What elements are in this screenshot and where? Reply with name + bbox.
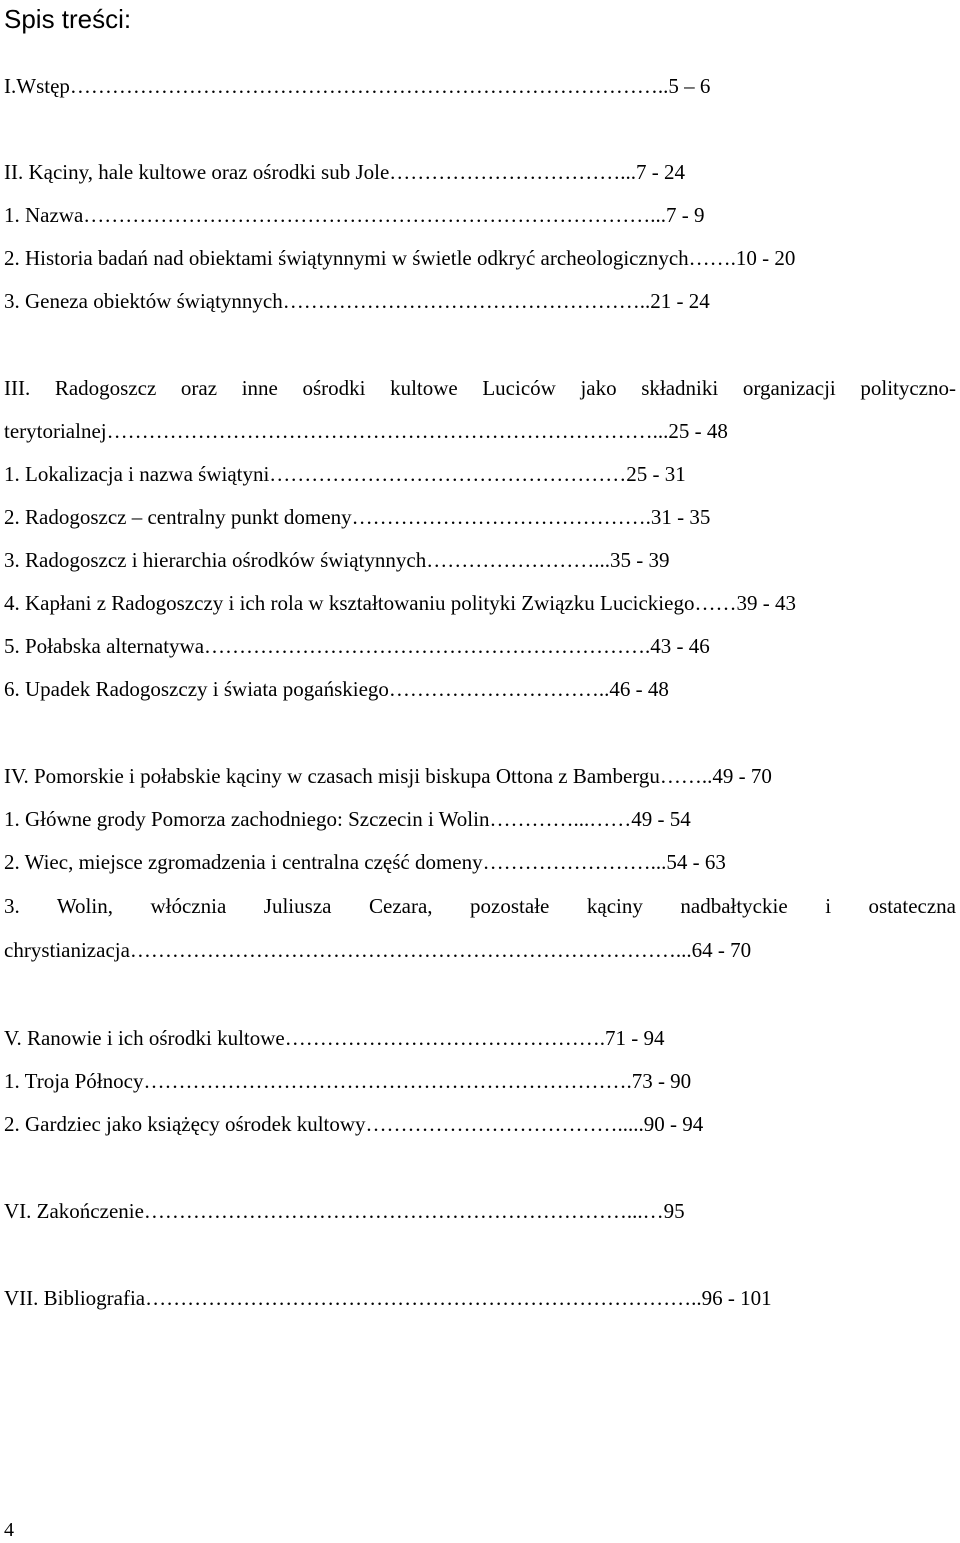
toc-entry-3-5: 5. Połabska alternatywa……………………………………………………….43 - 46	[4, 634, 710, 658]
toc-entry-3-2: 2. Radogoszcz – centralny punkt domeny…………………………………….31 - 35	[4, 505, 711, 529]
toc-entry-chapter-5: V. Ranowie i ich ośrodki kultowe……………………………………….71 - 94	[4, 1026, 665, 1050]
toc-entry-3-4: 4. Kapłani z Radogoszczy i ich rola w kształtowaniu polityki Związku Lucickiego……39 - 43	[4, 591, 796, 615]
toc-entry-2-1: 1. Nazwa………………………………………………………………………...7 - 9	[4, 203, 705, 227]
toc-entry-chapter-6: VI. Zakończenie……………………………………………………………...…95	[4, 1199, 685, 1223]
toc-heading: Spis treści:	[4, 4, 132, 34]
toc-entry-3-1: 1. Lokalizacja i nazwa świątyni……………………………………………25 - 31	[4, 462, 686, 486]
toc-entry-4-1: 1. Główne grody Pomorza zachodniego: Szczecin i Wolin…………...……49 - 54	[4, 807, 691, 831]
toc-entry-5-1: 1. Troja Północy…………………………………………………………….73 - 90	[4, 1069, 692, 1093]
toc-entry-4-3-line-1: 3. Wolin, włócznia Juliusza Cezara, pozostałe kąciny nadbałtyckie i ostateczna	[4, 894, 956, 918]
toc-entry-chapter-4: IV. Pomorskie i połabskie kąciny w czasach misji biskupa Ottona z Bambergu……..49 - 70	[4, 764, 772, 788]
toc-entry-4-2: 2. Wiec, miejsce zgromadzenia i centralna część domeny……………………...54 - 63	[4, 850, 726, 874]
toc-entry-chapter-7: VII. Bibliografia……………………………………………………………………..96 - 101	[4, 1286, 772, 1310]
toc-entry-chapter-3-line-1: III. Radogoszcz oraz inne ośrodki kultowe Luciców jako składniki organizacji polityczno-	[4, 376, 956, 400]
toc-entry-introduction: I.Wstęp…………………………………………………………………………..5 – 6	[4, 74, 711, 98]
toc-entry-2-3: 3. Geneza obiektów świątynnych……………………………………………..21 - 24	[4, 289, 710, 313]
toc-entry-chapter-2: II. Kąciny, hale kultowe oraz ośrodki sub Jole……………………………...7 - 24	[4, 160, 686, 184]
toc-entry-3-3: 3. Radogoszcz i hierarchia ośrodków świątynnych……………………...35 - 39	[4, 548, 670, 572]
toc-entry-3-6: 6. Upadek Radogoszczy i świata pogańskiego…………………………..46 - 48	[4, 677, 669, 701]
toc-entry-2-2: 2. Historia badań nad obiektami świątynnymi w świetle odkryć archeologicznych…….10 - 20	[4, 246, 796, 270]
page-number: 4	[4, 1519, 14, 1541]
toc-entry-chapter-3-line-2: terytorialnej……………………………………………………………………...25 - 48	[4, 419, 728, 443]
toc-entry-5-2: 2. Gardziec jako książęcy ośrodek kultowy……………………………….....90 - 94	[4, 1112, 704, 1136]
toc-entry-4-3-line-2: chrystianizacja……………………………………………………………………...64 - 70	[4, 938, 752, 962]
